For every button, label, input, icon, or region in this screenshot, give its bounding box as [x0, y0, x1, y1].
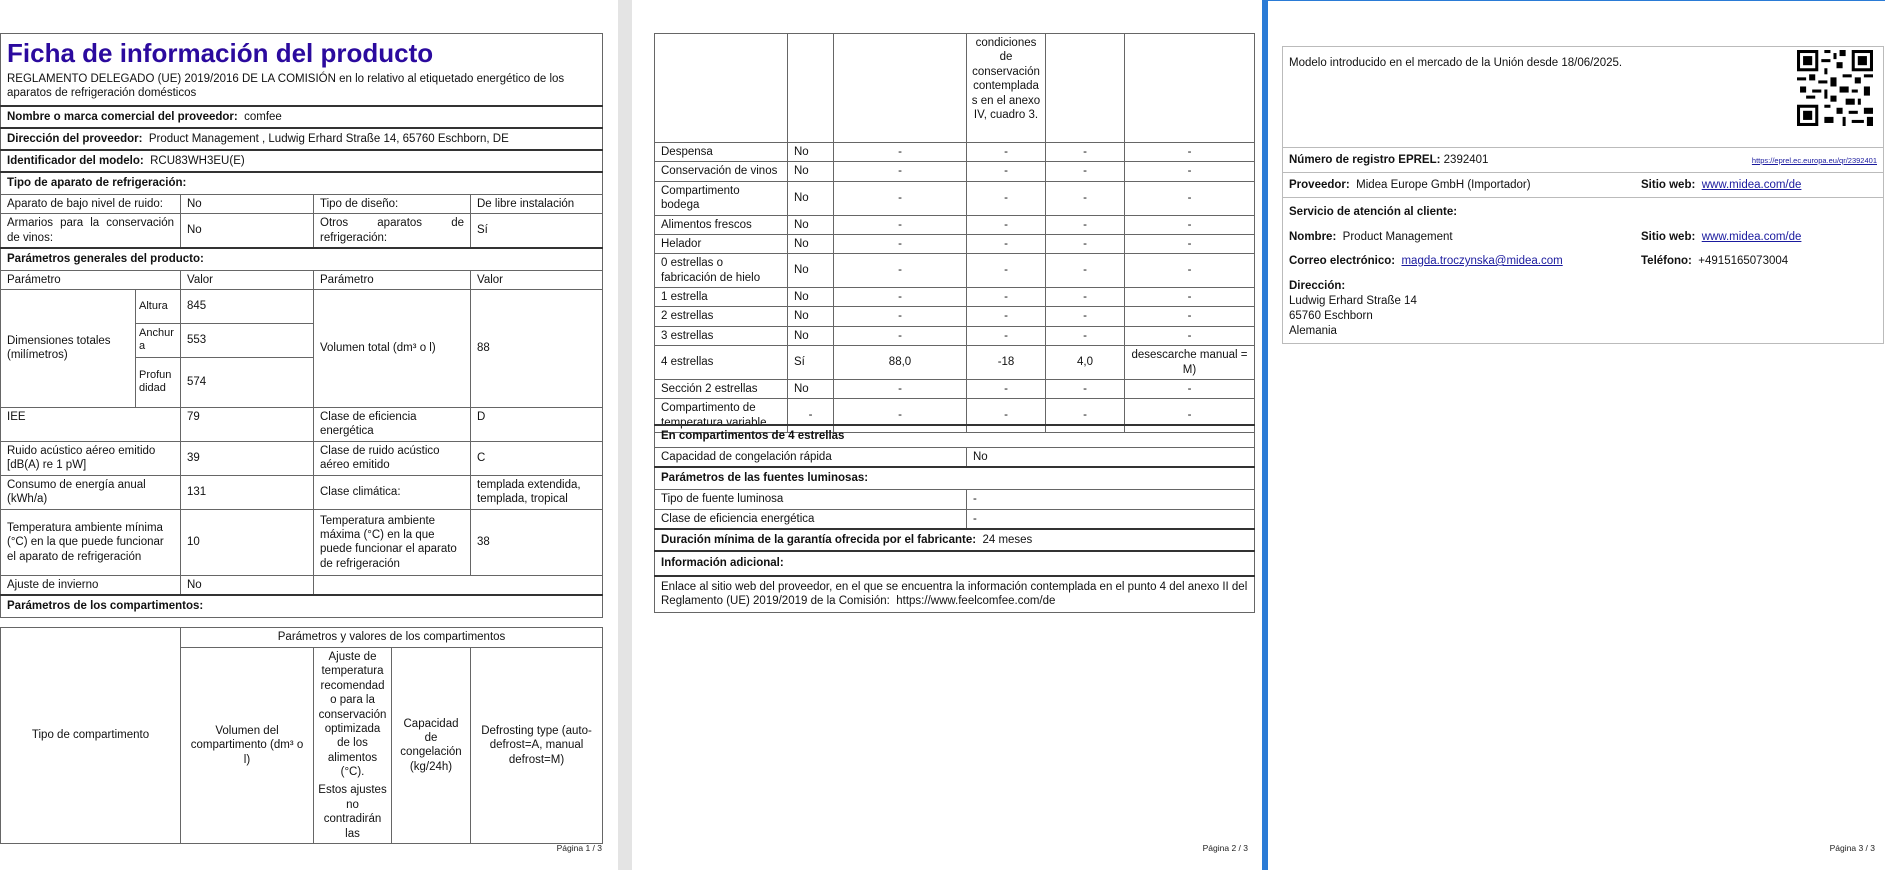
four-star-header: En compartimentos de 4 estrellas — [655, 425, 1255, 447]
page-1 — [0, 0, 618, 870]
cell-defrost: - — [1125, 254, 1255, 288]
address-line-1: Ludwig Erhard Straße 14 — [1289, 295, 1417, 307]
cell-temp: - — [967, 215, 1046, 234]
table-row — [655, 326, 1255, 345]
service-name: Product Management — [1342, 231, 1453, 243]
cell-defrost: - — [1125, 234, 1255, 253]
noise-class-value: C — [471, 441, 603, 475]
supplier-row: Nombre o marca comercial del proveedor: comfee — [1, 106, 603, 128]
noise-label: Ruido acústico aéreo emitido [dB(A) re 1 pW] — [1, 441, 181, 475]
cell-freeze: - — [1046, 254, 1125, 288]
regulation-text: REGLAMENTO DELEGADO (UE) 2019/2016 DE LA COMISIÓN en lo relativo al etiquetado energético de los aparatos de refrigeración domésticos — [7, 72, 565, 100]
cell-defrost: - — [1125, 288, 1255, 307]
cell-defrost: desescarche manual = M) — [1125, 346, 1255, 380]
cell-defrost: - — [1125, 181, 1255, 215]
cell-temp: - — [967, 288, 1046, 307]
depth-value: 574 — [181, 357, 314, 407]
light-type-value: - — [967, 490, 1255, 509]
cell-freeze: - — [1046, 215, 1125, 234]
col-value-header-2: Valor — [471, 270, 603, 289]
cell-temp: -18 — [967, 346, 1046, 380]
additional-header: Información adicional: — [655, 551, 1255, 576]
provider-value: Midea Europe GmbH (Importador) — [1356, 179, 1531, 191]
compartment-values-header: Parámetros y valores de los compartimentos — [181, 628, 603, 648]
page-number: Página 1 / 3 — [556, 843, 602, 853]
cell-defrost: - — [1125, 307, 1255, 326]
cell-freeze: - — [1046, 181, 1125, 215]
cell-volume: - — [834, 326, 967, 345]
cell-freeze: - — [1046, 307, 1125, 326]
compartment-type-header: Tipo de compartimento — [1, 628, 181, 844]
light-type-label: Tipo de fuente luminosa — [655, 490, 967, 509]
cell-temp: - — [967, 181, 1046, 215]
cell-volume: - — [834, 379, 967, 398]
cell-temp: - — [967, 326, 1046, 345]
eei-value: 79 — [181, 407, 314, 441]
cell-temp: - — [967, 307, 1046, 326]
appliance-type-header: Tipo de aparato de refrigeración: — [1, 172, 603, 194]
provider-row: Proveedor: Midea Europe GmbH (Importador) Sitio web: www.midea.com/de — [1283, 172, 1883, 197]
cell-freeze: - — [1046, 143, 1125, 162]
light-class-label: Clase de eficiencia energética — [655, 509, 967, 529]
page-3 — [1262, 0, 1885, 870]
page-number: Página 2 / 3 — [1202, 843, 1248, 853]
service-address-label: Dirección: — [1289, 280, 1346, 292]
cell-freeze: - — [1046, 399, 1125, 433]
cell-present: No — [788, 379, 834, 398]
cell-volume: - — [834, 288, 967, 307]
cell-name: 1 estrella — [655, 288, 788, 307]
total-volume-label: Volumen total (dm³ o l) — [314, 289, 471, 407]
fast-freeze-value: No — [967, 447, 1255, 467]
eprel-row: Número de registro EPREL: 2392401 https://eprel.ec.europa.eu/qr/2392401 — [1283, 147, 1883, 172]
cell-temp: - — [967, 234, 1046, 253]
address-row: Dirección del proveedor: Product Management , Ludwig Erhard Straße 14, 65760 Eschborn, DE — [1, 128, 603, 150]
cell-freeze: - — [1046, 288, 1125, 307]
cell-present: Sí — [788, 346, 834, 380]
service-email-link[interactable]: magda.troczynska@midea.com — [1401, 255, 1563, 267]
table-row — [655, 162, 1255, 181]
low-noise-label: Aparato de bajo nivel de ruido: — [1, 194, 181, 213]
table-row — [655, 254, 1255, 288]
cell-freeze: - — [1046, 379, 1125, 398]
climate-label: Clase climática: — [314, 475, 471, 509]
service-block: Servicio de atención al cliente: Nombre: Product Management Sitio web: www.midea.com/de Correo electrónico: magda.troczynska@midea.com Teléfono: +4915165073004 Dirección: Ludwig Erhard Straße 14 65760 Eschborn Alemania — [1283, 197, 1883, 343]
page-2 — [632, 0, 1262, 870]
design-label: Tipo de diseño: — [314, 194, 471, 213]
market-text: Modelo introducido en el mercado de la Unión desde 18/06/2025. — [1289, 57, 1623, 69]
cell-present: No — [788, 288, 834, 307]
compartment-params-header: Parámetros de los compartimentos: — [1, 595, 603, 617]
cell-name: Conservación de vinos — [655, 162, 788, 181]
fast-freeze-label: Capacidad de congelación rápida — [655, 447, 967, 467]
light-class-value: - — [967, 509, 1255, 529]
height-value: 845 — [181, 289, 314, 323]
cell-volume: - — [834, 254, 967, 288]
eei-label: IEE — [1, 407, 181, 441]
depth-label: Profundidad — [136, 357, 181, 407]
cell-defrost: - — [1125, 326, 1255, 345]
additional-link-row: Enlace al sitio web del proveedor, en el que se encuentra la información contemplada en el punto 4 del anexo II del Reglamento (UE) 2019/2019 de la Comisión: https://www.feelcomfee.com/de — [655, 576, 1255, 612]
cell-volume: - — [834, 399, 967, 433]
table-row — [655, 234, 1255, 253]
design-value: De libre instalación — [471, 194, 603, 213]
other-value: Sí — [471, 214, 603, 248]
table-row — [655, 215, 1255, 234]
cell-temp: - — [967, 254, 1046, 288]
address-value: Product Management , Ludwig Erhard Straße 14, 65760 Eschborn, DE — [148, 133, 509, 146]
width-label: Anchura — [136, 323, 181, 357]
supplier-value: comfee — [244, 111, 282, 124]
cell-freeze: - — [1046, 162, 1125, 181]
supplier-link[interactable]: https://www.feelcomfee.com/de — [896, 595, 1056, 608]
cell-present: No — [788, 215, 834, 234]
cell-volume: - — [834, 215, 967, 234]
cell-name: 4 estrellas — [655, 346, 788, 380]
table-row — [655, 143, 1255, 162]
comp-volume-header: Volumen del compartimento (dm³ o l) — [181, 648, 314, 844]
wine-label: Armarios para la conservación de vinos: — [1, 214, 181, 248]
cell-volume: - — [834, 143, 967, 162]
cell-present: No — [788, 326, 834, 345]
eprel-value: 2392401 — [1443, 154, 1489, 166]
warranty-row: Duración mínima de la garantía ofrecida por el fabricante: 24 meses — [655, 529, 1255, 551]
max-temp-label: Temperatura ambiente máxima (°C) en la que puede funcionar el aparato de refrigeración — [314, 509, 471, 575]
cell-name: 2 estrellas — [655, 307, 788, 326]
service-header: Servicio de atención al cliente: — [1289, 206, 1458, 218]
col-value-header: Valor — [181, 270, 314, 289]
table-row — [655, 288, 1255, 307]
cell-volume: 88,0 — [834, 346, 967, 380]
noise-class-label: Clase de ruido acústico aéreo emitido — [314, 441, 471, 475]
cell-name: 3 estrellas — [655, 326, 788, 345]
compartment-header-table — [0, 627, 603, 844]
cell-temp: - — [967, 143, 1046, 162]
cell-defrost: - — [1125, 143, 1255, 162]
header-continuation: condiciones de conservación contempladas en el anexo IV, cuadro 3. — [967, 34, 1046, 143]
cell-freeze: 4,0 — [1046, 346, 1125, 380]
cell-name: Alimentos frescos — [655, 215, 788, 234]
cell-present: No — [788, 162, 834, 181]
cell-present: No — [788, 143, 834, 162]
energy-class-value: D — [471, 407, 603, 441]
winter-label: Ajuste de invierno — [1, 575, 181, 595]
cell-freeze: - — [1046, 326, 1125, 345]
provider-website-link[interactable]: www.midea.com/de — [1701, 179, 1802, 191]
cell-defrost: - — [1125, 399, 1255, 433]
extra-info-table — [654, 424, 1255, 613]
registration-box — [1282, 46, 1884, 344]
comp-freeze-header: Capacidad de congelación (kg/24h) — [392, 648, 471, 844]
eprel-link[interactable]: https://eprel.ec.europa.eu/qr/2392401 — [1751, 155, 1877, 165]
page-title: Ficha de información del producto — [7, 38, 434, 68]
light-header: Parámetros de las fuentes luminosas: — [655, 467, 1255, 490]
noise-value: 39 — [181, 441, 314, 475]
consumption-label: Consumo de energía anual (kWh/a) — [1, 475, 181, 509]
cell-defrost: - — [1125, 162, 1255, 181]
cell-volume: - — [834, 307, 967, 326]
table-row — [655, 379, 1255, 398]
compartment-table — [654, 33, 1255, 433]
cell-name: Despensa — [655, 143, 788, 162]
comp-defrost-header: Defrosting type (auto-defrost=A, manual defrost=M) — [471, 648, 603, 844]
model-value: RCU83WH3EU(E) — [150, 155, 245, 168]
address-line-3: Alemania — [1289, 325, 1337, 337]
energy-class-label: Clase de eficiencia energética — [314, 407, 471, 441]
model-row: Identificador del modelo: RCU83WH3EU(E) — [1, 150, 603, 172]
cell-volume: - — [834, 181, 967, 215]
cell-volume: - — [834, 162, 967, 181]
cell-name: Sección 2 estrellas — [655, 379, 788, 398]
other-label: Otros aparatos de refrigeración: — [314, 214, 471, 248]
consumption-value: 131 — [181, 475, 314, 509]
general-params-header: Parámetros generales del producto: — [1, 248, 603, 270]
total-volume-value: 88 — [471, 289, 603, 407]
address-line-2: 65760 Eschborn — [1289, 310, 1373, 322]
col-param-header: Parámetro — [1, 270, 181, 289]
cell-present: - — [788, 399, 834, 433]
cell-name: 0 estrellas o fabricación de hielo — [655, 254, 788, 288]
cell-defrost: - — [1125, 379, 1255, 398]
cell-present: No — [788, 234, 834, 253]
winter-value: No — [181, 575, 314, 595]
service-phone: +4915165073004 — [1698, 255, 1789, 267]
cell-temp: - — [967, 379, 1046, 398]
table-row — [655, 181, 1255, 215]
low-noise-value: No — [181, 194, 314, 213]
cell-volume: - — [834, 234, 967, 253]
col-param-header-2: Parámetro — [314, 270, 471, 289]
table-row — [655, 307, 1255, 326]
comp-temp-header-2: Estos ajustes no contradirán las — [318, 784, 387, 840]
cell-present: No — [788, 307, 834, 326]
page-number: Página 3 / 3 — [1829, 843, 1875, 853]
cell-present: No — [788, 181, 834, 215]
cell-defrost: - — [1125, 215, 1255, 234]
service-website-link[interactable]: www.midea.com/de — [1701, 231, 1802, 243]
cell-temp: - — [967, 399, 1046, 433]
height-label: Altura — [136, 289, 181, 323]
comp-temp-header: Ajuste de temperatura recomendado para la conservación optimizada de los alimentos (°C). — [318, 651, 387, 778]
min-temp-value: 10 — [181, 509, 314, 575]
product-info-table — [0, 33, 603, 618]
width-value: 553 — [181, 323, 314, 357]
dimensions-label: Dimensiones totales (milímetros) — [1, 289, 136, 407]
warranty-value: 24 meses — [982, 533, 1033, 546]
cell-name: Compartimento de temperatura variable — [655, 399, 788, 433]
table-row — [655, 346, 1255, 380]
qr-code-icon[interactable] — [1797, 50, 1873, 126]
cell-temp: - — [967, 162, 1046, 181]
cell-present: No — [788, 254, 834, 288]
cell-name: Helador — [655, 234, 788, 253]
cell-name: Compartimento bodega — [655, 181, 788, 215]
wine-value: No — [181, 214, 314, 248]
cell-freeze: - — [1046, 234, 1125, 253]
min-temp-label: Temperatura ambiente mínima (°C) en la que puede funcionar el aparato de refrigeración — [1, 509, 181, 575]
max-temp-value: 38 — [471, 509, 603, 575]
climate-value: templada extendida, templada, tropical — [471, 475, 603, 509]
